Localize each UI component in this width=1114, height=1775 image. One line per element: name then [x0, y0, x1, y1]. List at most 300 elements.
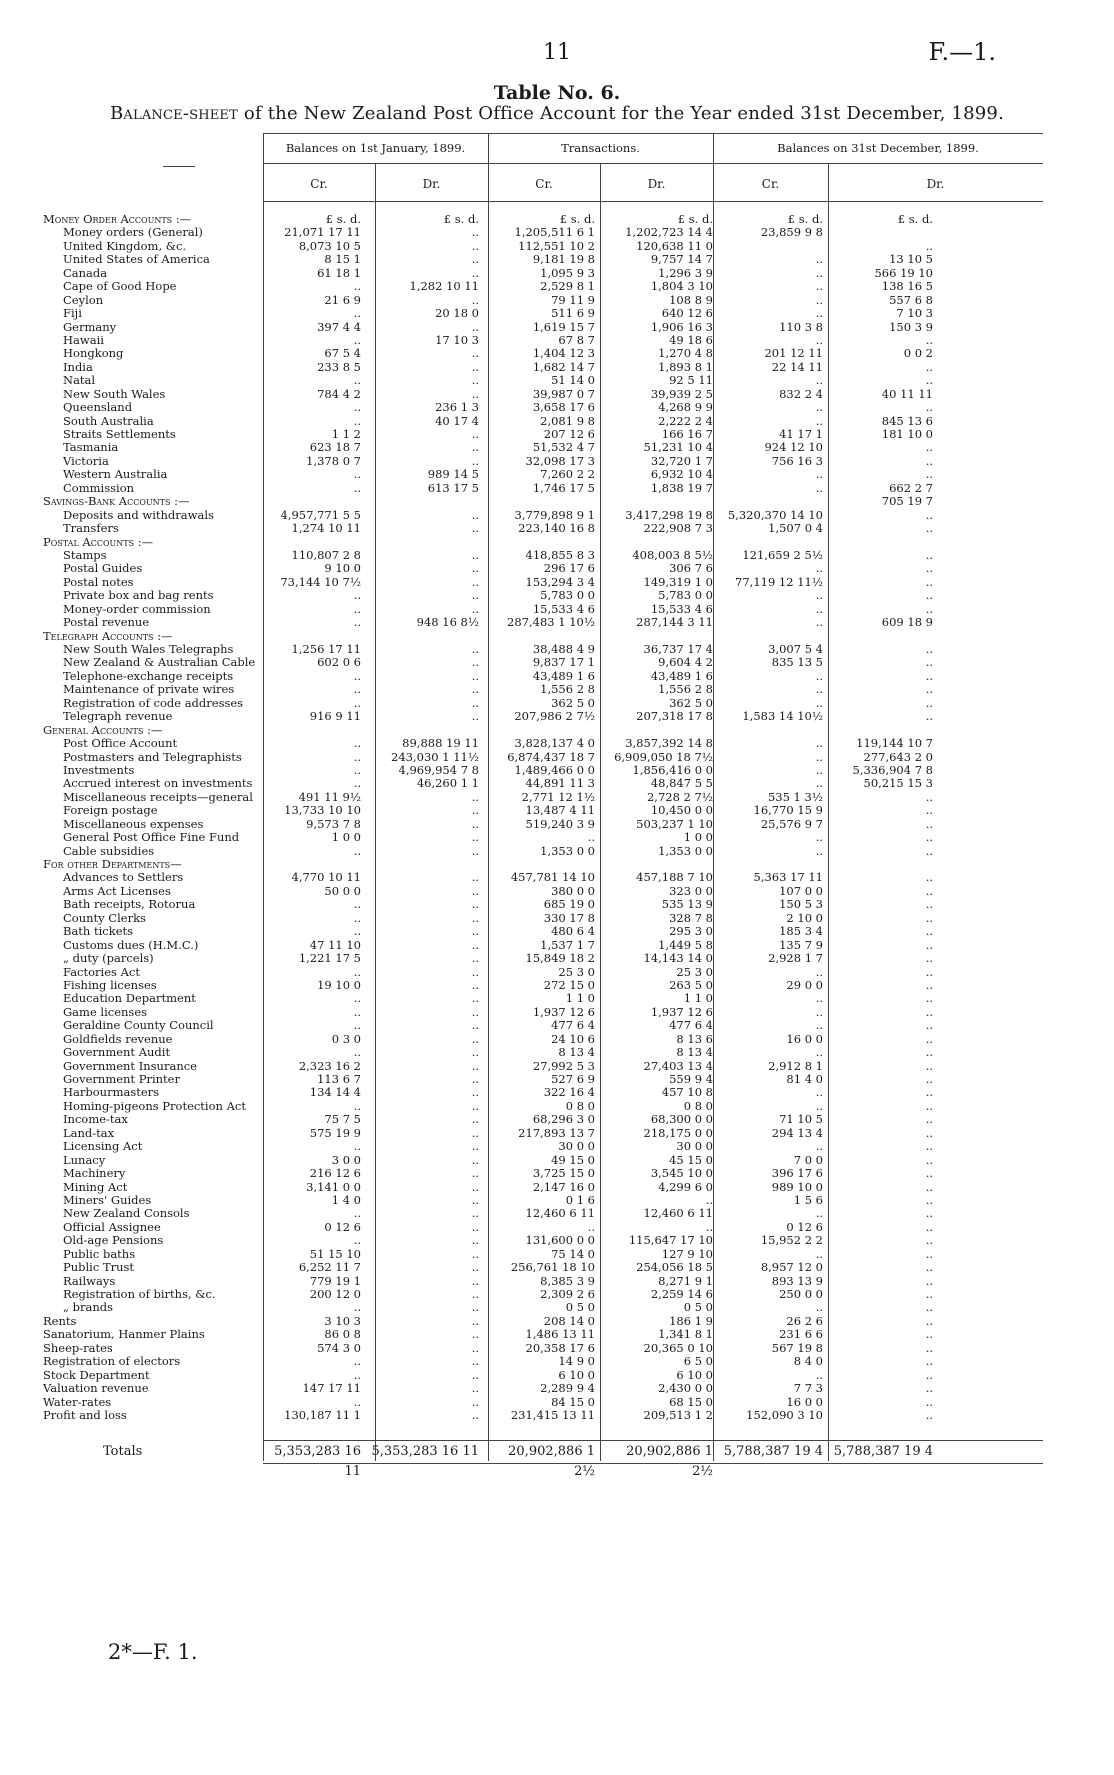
cell-trans-cr: 8,385 3 9 — [540, 1273, 595, 1288]
cell-trans-dr: 120,638 11 0 — [636, 238, 713, 253]
cell-open-dr: .. — [471, 373, 479, 388]
cell-close-cr: .. — [815, 1300, 823, 1315]
cell-trans-dr: 8 13 4 — [676, 1045, 713, 1060]
cell-open-dr: .. — [471, 507, 479, 522]
cell-close-dr: .. — [925, 1394, 933, 1409]
row-label: Registration of births, &c. — [63, 1288, 216, 1301]
cell-trans-dr: 457,188 7 10 — [636, 870, 713, 885]
table-row — [43, 562, 1043, 575]
cell-close-cr: 756 16 3 — [771, 453, 823, 468]
row-label: Railways — [63, 1274, 116, 1288]
cell-close-cr: 25,576 9 7 — [760, 816, 823, 831]
subtitle-lead: Balance-sheet — [109, 103, 238, 124]
cell-trans-dr: 1,341 8 1 — [658, 1327, 713, 1342]
table-row — [43, 791, 1043, 804]
table-row — [43, 401, 1043, 414]
cell-open-dr: 46,260 1 1 — [416, 776, 479, 791]
cell-trans-dr: 127 9 10 — [661, 1246, 713, 1261]
section-header-row — [43, 858, 1043, 871]
cell-trans-dr: 2,728 2 7½ — [646, 789, 713, 804]
cell-trans-cr: 7,260 2 2 — [540, 467, 595, 482]
row-label: Deposits and withdrawals — [63, 508, 214, 522]
cell-close-dr: .. — [925, 1192, 933, 1207]
cell-close-cr: .. — [815, 400, 823, 415]
table-row — [43, 253, 1043, 266]
cell-close-cr: 121,659 2 5½ — [742, 547, 823, 562]
cell-open-dr: .. — [471, 1354, 479, 1369]
row-label: Money-order commission — [63, 602, 211, 616]
table-row — [43, 764, 1043, 777]
cell-close-cr: 150 5 3 — [779, 897, 823, 912]
cell-close-dr: .. — [925, 1313, 933, 1328]
cell-trans-dr: 503,237 1 10 — [636, 816, 713, 831]
cell-trans-cr: 8 13 4 — [558, 1045, 595, 1060]
cell-close-dr: 13 10 5 — [889, 252, 933, 267]
cell-open-dr: .. — [471, 359, 479, 374]
row-label: General Post Office Fine Fund — [63, 831, 240, 845]
totals-label: Totals — [103, 1444, 143, 1459]
cell-trans-dr: 3,417,298 19 8 — [625, 507, 713, 522]
cell-trans-cr: .. — [587, 1219, 595, 1234]
cell-trans-cr: 43,489 1 6 — [532, 668, 595, 683]
cell-trans-dr: 209,513 1 2 — [643, 1407, 713, 1422]
cell-trans-dr: 5,783 0 0 — [658, 588, 713, 603]
cell-close-dr: .. — [925, 991, 933, 1006]
table-row — [43, 1261, 1043, 1274]
cell-trans-dr: 1,893 8 1 — [658, 359, 713, 374]
cell-open-cr: .. — [353, 480, 361, 495]
row-label: Natal — [63, 374, 96, 388]
cell-trans-dr: 0 8 0 — [683, 1098, 713, 1113]
cell-close-dr: £ s. d. — [897, 212, 933, 226]
cell-close-cr: .. — [815, 588, 823, 603]
cell-trans-dr: 27,403 13 4 — [643, 1058, 713, 1073]
cell-open-dr: .. — [471, 521, 479, 536]
cell-trans-cr: 6 10 0 — [558, 1367, 595, 1382]
cell-close-cr: 294 13 4 — [771, 1125, 823, 1140]
row-label: Harbourmasters — [63, 1086, 160, 1100]
table-row — [43, 871, 1043, 884]
cell-trans-dr: 32,720 1 7 — [650, 453, 713, 468]
table-row — [43, 361, 1043, 374]
cell-close-dr: .. — [925, 400, 933, 415]
row-label: Telegraph revenue — [63, 710, 173, 724]
cell-close-cr: .. — [815, 561, 823, 576]
cell-open-dr: 17 10 3 — [435, 332, 479, 347]
cell-open-dr: 89,888 19 11 — [402, 736, 479, 751]
cell-trans-cr: 1,537 1 7 — [540, 937, 595, 952]
cell-trans-cr: 2,289 9 4 — [540, 1381, 595, 1396]
cell-close-cr: .. — [815, 373, 823, 388]
cell-trans-dr: 115,647 17 10 — [628, 1233, 713, 1248]
cell-open-dr: .. — [471, 601, 479, 616]
cell-close-cr: .. — [815, 1246, 823, 1261]
cell-trans-dr: 263 5 0 — [669, 977, 713, 992]
cell-trans-cr: 217,893 13 7 — [518, 1125, 595, 1140]
cell-trans-dr: 9,604 4 2 — [658, 655, 713, 670]
cell-open-cr: .. — [353, 1098, 361, 1113]
cell-open-cr: 130,187 11 1 — [284, 1407, 361, 1422]
row-label: Hongkong — [63, 347, 124, 361]
cell-close-cr: 185 3 4 — [779, 924, 823, 939]
row-label: New Zealand Consols — [63, 1207, 190, 1221]
cell-open-dr: .. — [471, 1085, 479, 1100]
table-row — [43, 925, 1043, 938]
section-header-row — [43, 724, 1043, 737]
cell-open-cr: 50 0 0 — [324, 883, 361, 898]
table-row — [43, 1140, 1043, 1153]
cell-close-dr: .. — [925, 467, 933, 482]
cell-trans-cr: 24 10 6 — [551, 1031, 595, 1046]
row-label: Private box and bag rents — [63, 589, 214, 603]
cell-close-dr: .. — [925, 521, 933, 536]
cell-open-dr: .. — [471, 830, 479, 845]
cell-trans-dr: 287,144 3 11 — [636, 615, 713, 630]
cell-close-dr: 5,336,904 7 8 — [852, 762, 933, 777]
totals-close-cr: 5,788,387 19 4 — [723, 1444, 823, 1459]
cell-trans-cr: 231,415 13 11 — [510, 1407, 595, 1422]
cell-open-cr: .. — [353, 897, 361, 912]
cell-trans-cr: 1,682 14 7 — [532, 359, 595, 374]
cell-open-cr: 113 6 7 — [317, 1072, 361, 1086]
cell-open-cr: .. — [353, 1045, 361, 1060]
cell-close-cr: .. — [815, 762, 823, 777]
cell-trans-dr: 30 0 0 — [676, 1139, 713, 1154]
cell-trans-dr: 4,299 6 0 — [658, 1179, 713, 1194]
cell-open-cr: 575 19 9 — [309, 1125, 361, 1140]
cell-trans-dr: 43,489 1 6 — [650, 668, 713, 683]
row-label: United States of America — [63, 253, 210, 267]
row-label: Water-rates — [43, 1395, 112, 1409]
cell-open-dr: 948 16 8½ — [416, 615, 479, 630]
cell-open-dr: .. — [471, 1152, 479, 1167]
section-header-row — [43, 495, 1043, 508]
group-header-opening: Balances on 1st January, 1899. — [285, 141, 466, 155]
cell-open-dr: .. — [471, 803, 479, 818]
cell-open-cr: 8 15 1 — [324, 252, 361, 267]
cell-trans-cr: 9,181 19 8 — [532, 252, 595, 267]
row-label: Postal Guides — [63, 562, 143, 576]
cell-close-dr: .. — [925, 1287, 933, 1301]
cell-close-dr: .. — [925, 655, 933, 670]
cell-open-cr: .. — [353, 668, 361, 683]
row-label: Land-tax — [63, 1126, 115, 1140]
cell-open-cr: 9,573 7 8 — [306, 816, 361, 831]
cell-trans-dr: 207,318 17 8 — [636, 709, 713, 724]
cell-trans-cr: 2,309 2 6 — [540, 1287, 595, 1301]
totals-open-dr: 5,353,283 16 11 — [371, 1444, 479, 1459]
cell-trans-cr: 131,600 0 0 — [525, 1233, 595, 1248]
cell-trans-dr: 477 6 4 — [669, 1018, 713, 1033]
cell-open-cr: 8,073 10 5 — [298, 238, 361, 253]
cell-close-cr: 250 0 0 — [779, 1287, 823, 1301]
cell-open-dr: .. — [471, 588, 479, 603]
cell-trans-cr: 75 14 0 — [551, 1246, 595, 1261]
cell-trans-cr: 0 1 6 — [565, 1192, 595, 1207]
cell-trans-cr: 380 0 0 — [551, 883, 595, 898]
cell-trans-dr: 4,268 9 9 — [658, 400, 713, 415]
cell-open-cr: 1 0 0 — [331, 830, 361, 845]
section-header-row — [43, 536, 1043, 549]
cell-open-cr: 61 18 1 — [317, 265, 361, 280]
cell-close-cr: .. — [815, 413, 823, 428]
cell-close-dr: .. — [925, 1139, 933, 1154]
cell-open-cr: 134 14 4 — [309, 1085, 361, 1100]
section-label: Telegraph Accounts :— — [43, 629, 173, 643]
col-header-open-cr: Cr. — [310, 177, 328, 191]
row-label: Lunacy — [63, 1153, 106, 1167]
table-body — [43, 213, 1043, 1422]
cell-open-dr: .. — [471, 642, 479, 656]
cell-trans-dr: 1,353 0 0 — [658, 843, 713, 858]
row-label: Machinery — [63, 1167, 126, 1181]
cell-open-cr: £ s. d. — [325, 212, 361, 226]
cell-open-cr: .. — [353, 964, 361, 979]
cell-trans-cr: 1,619 15 7 — [532, 319, 595, 334]
cell-close-cr: 5,363 17 11 — [753, 870, 823, 885]
row-label: Public Trust — [63, 1261, 135, 1275]
table-row — [43, 347, 1043, 360]
totals-close-dr: 5,788,387 19 4 — [833, 1444, 933, 1459]
cell-open-dr: .. — [471, 319, 479, 334]
table-row — [43, 321, 1043, 334]
cell-trans-cr: 0 5 0 — [565, 1300, 595, 1315]
cell-trans-dr: 14,143 14 0 — [643, 951, 713, 966]
cell-trans-dr: 36,737 17 4 — [643, 642, 713, 656]
table-row — [43, 751, 1043, 764]
cell-open-cr: 1,274 10 11 — [291, 521, 361, 536]
cell-close-cr: .. — [815, 1206, 823, 1221]
row-label: Postmasters and Telegraphists — [63, 750, 242, 764]
cell-trans-cr: 3,828,137 4 0 — [514, 736, 595, 751]
cell-close-cr: .. — [815, 695, 823, 710]
cell-close-dr: .. — [925, 1206, 933, 1221]
cell-close-cr: 1,583 14 10½ — [742, 709, 823, 724]
section-header-row — [43, 213, 1043, 226]
cell-close-cr: .. — [815, 467, 823, 482]
cell-trans-cr: 1,095 9 3 — [540, 265, 595, 280]
cell-trans-cr: 3,658 17 6 — [532, 400, 595, 415]
cell-close-cr: 231 6 6 — [779, 1327, 823, 1342]
row-label: Hawaii — [63, 333, 104, 347]
cell-close-dr: 150 3 9 — [889, 319, 933, 334]
table-row — [43, 1301, 1043, 1314]
cell-close-cr: 396 17 6 — [771, 1166, 823, 1181]
cell-close-cr: 8,957 12 0 — [760, 1260, 823, 1275]
cell-open-dr: .. — [471, 668, 479, 683]
cell-close-cr: 893 13 9 — [771, 1273, 823, 1288]
cell-close-dr: .. — [925, 695, 933, 710]
cell-trans-dr: 48,847 5 5 — [650, 776, 713, 791]
table-row — [43, 885, 1043, 898]
subtitle-rest: of the New Zealand Post Office Account for the Year ended 31st December, 1899. — [243, 103, 1005, 124]
table-row — [43, 697, 1043, 710]
row-label: Advances to Settlers — [63, 871, 184, 885]
cell-close-cr: 8 4 0 — [793, 1354, 823, 1369]
cell-open-cr: 3 0 0 — [331, 1152, 361, 1167]
cell-open-cr: .. — [353, 762, 361, 777]
cell-close-dr: .. — [925, 1219, 933, 1234]
cell-open-dr: .. — [471, 1139, 479, 1154]
cell-trans-cr: 6,874,437 18 7 — [507, 749, 595, 764]
cell-close-cr: .. — [815, 279, 823, 294]
cell-trans-dr: 2,222 2 4 — [658, 413, 713, 428]
row-label: Old-age Pensions — [63, 1234, 164, 1248]
table-row — [43, 509, 1043, 522]
cell-open-cr: .. — [353, 588, 361, 603]
cell-close-cr: 1 5 6 — [793, 1192, 823, 1207]
cell-close-dr: .. — [925, 951, 933, 966]
cell-trans-dr: 8,271 9 1 — [658, 1273, 713, 1288]
table-row — [43, 455, 1043, 468]
cell-close-cr: .. — [815, 736, 823, 751]
table-row — [43, 1167, 1043, 1180]
table-row — [43, 1369, 1043, 1382]
table-row — [43, 1086, 1043, 1099]
cell-close-dr: .. — [925, 883, 933, 898]
cell-close-cr: .. — [815, 615, 823, 630]
row-label: Transfers — [63, 522, 119, 536]
cell-open-dr: .. — [471, 1313, 479, 1328]
cell-trans-dr: 51,231 10 4 — [643, 440, 713, 455]
cell-close-dr: 566 19 10 — [874, 265, 933, 280]
stub-dash — [163, 166, 195, 167]
row-label: Government Printer — [63, 1073, 180, 1086]
cell-close-dr: .. — [925, 1407, 933, 1422]
cell-trans-dr: .. — [705, 1219, 713, 1234]
cell-open-cr: .. — [353, 1233, 361, 1248]
cell-trans-cr: 685 19 0 — [543, 897, 595, 912]
table-row — [43, 1073, 1043, 1086]
cell-open-dr: .. — [471, 561, 479, 576]
cell-trans-cr: 20,358 17 6 — [525, 1340, 595, 1355]
cell-close-dr: .. — [925, 1381, 933, 1396]
cell-open-dr: .. — [471, 951, 479, 966]
cell-close-cr: .. — [815, 776, 823, 791]
cell-open-dr: .. — [471, 386, 479, 401]
cell-trans-cr: 112,551 10 2 — [518, 238, 595, 253]
cell-trans-dr: 218,175 0 0 — [643, 1125, 713, 1140]
cell-open-cr: 916 9 11 — [309, 709, 361, 724]
cell-trans-dr: 15,533 4 6 — [650, 601, 713, 616]
cell-open-dr: 20 18 0 — [435, 306, 479, 321]
cell-close-cr: .. — [815, 749, 823, 764]
cell-trans-cr: 44,891 11 3 — [525, 776, 595, 791]
totals-trans-dr: 20,902,886 1 2½ — [626, 1444, 713, 1479]
cell-open-cr: 19 10 0 — [317, 977, 361, 992]
row-label: Tasmania — [63, 441, 119, 455]
cell-open-cr: 13,733 10 10 — [284, 803, 361, 818]
cell-close-cr: £ s. d. — [787, 212, 823, 226]
cell-trans-dr: 68 15 0 — [669, 1394, 713, 1409]
cell-close-dr: .. — [925, 1340, 933, 1355]
row-label: Fiji — [63, 307, 82, 321]
cell-trans-cr: 207,986 2 7½ — [514, 709, 595, 724]
cell-trans-dr: 45 15 0 — [669, 1152, 713, 1167]
cell-close-dr: .. — [925, 238, 933, 253]
table-row — [43, 226, 1043, 239]
cell-trans-cr: .. — [587, 830, 595, 845]
cell-close-dr: 50,215 15 3 — [863, 776, 933, 791]
cell-trans-dr: 2,259 14 6 — [650, 1287, 713, 1301]
row-label: Cable subsidies — [63, 844, 155, 858]
table-row — [43, 737, 1043, 750]
cell-close-cr: .. — [815, 1018, 823, 1033]
cell-open-cr: 86 0 8 — [324, 1327, 361, 1342]
cell-close-cr: 924 12 10 — [764, 440, 823, 455]
cell-close-dr: .. — [925, 547, 933, 562]
cell-close-cr: .. — [815, 306, 823, 321]
cell-close-dr: 0 0 2 — [903, 346, 933, 361]
row-label: South Australia — [63, 414, 154, 428]
row-label: Germany — [63, 320, 117, 334]
cell-open-dr: .. — [471, 1340, 479, 1355]
cell-close-cr: 0 12 6 — [786, 1219, 823, 1234]
cell-close-dr: .. — [925, 1098, 933, 1113]
cell-open-dr: .. — [471, 682, 479, 697]
cell-open-dr: .. — [471, 937, 479, 952]
cell-trans-cr: 14 9 0 — [558, 1354, 595, 1369]
row-label: Government Insurance — [63, 1059, 197, 1073]
cell-close-cr: 110 3 8 — [779, 319, 823, 334]
cell-open-cr: .. — [353, 776, 361, 791]
cell-open-cr: .. — [353, 1206, 361, 1221]
table-row — [43, 388, 1043, 401]
cell-open-dr: .. — [471, 924, 479, 939]
cell-open-cr: 623 18 7 — [309, 440, 361, 455]
cell-trans-dr: 186 1 9 — [669, 1313, 713, 1328]
cell-close-dr: .. — [925, 816, 933, 831]
table-row — [43, 1006, 1043, 1019]
cell-trans-cr: 2,147 16 0 — [532, 1179, 595, 1194]
cell-close-cr: .. — [815, 480, 823, 495]
cell-open-cr: 574 3 0 — [317, 1340, 361, 1355]
cell-close-dr: .. — [925, 1166, 933, 1181]
row-label: Factories Act — [63, 965, 140, 979]
cell-trans-cr: 208 14 0 — [543, 1313, 595, 1328]
table-row — [43, 1355, 1043, 1368]
cell-close-cr: 107 0 0 — [779, 883, 823, 898]
col-header-close-cr: Cr. — [761, 177, 780, 191]
cell-close-cr: 15,952 2 2 — [760, 1233, 823, 1248]
cell-open-cr: 1,221 17 5 — [298, 951, 361, 966]
cell-close-dr: .. — [925, 507, 933, 522]
cell-trans-dr: 6 5 0 — [683, 1354, 713, 1369]
group-header-closing: Balances on 31st December, 1899. — [777, 141, 979, 155]
row-label: Income-tax — [63, 1113, 128, 1127]
table-row — [43, 804, 1043, 817]
table-subtitle — [0, 103, 1114, 124]
section-label: For other Departments— — [43, 858, 182, 871]
cell-close-cr: 7 7 3 — [793, 1381, 823, 1396]
cell-close-cr: 1,507 0 4 — [768, 521, 823, 536]
table-row — [43, 294, 1043, 307]
table-row — [43, 1033, 1043, 1046]
cell-open-dr: .. — [471, 897, 479, 912]
cell-close-dr: .. — [925, 964, 933, 979]
cell-trans-cr: 15,849 18 2 — [525, 951, 595, 966]
cell-trans-cr: 362 5 0 — [551, 695, 595, 710]
table-row — [43, 670, 1043, 683]
cell-trans-cr: 1,205,511 6 1 — [514, 225, 595, 240]
cell-open-cr: 75 7 5 — [324, 1112, 361, 1127]
row-label: „ brands — [63, 1301, 113, 1315]
cell-open-cr: .. — [353, 615, 361, 630]
cell-trans-cr: 287,483 1 10½ — [507, 615, 595, 630]
cell-close-dr: .. — [925, 440, 933, 455]
row-label: Public baths — [63, 1247, 136, 1261]
cell-open-dr: .. — [471, 883, 479, 898]
